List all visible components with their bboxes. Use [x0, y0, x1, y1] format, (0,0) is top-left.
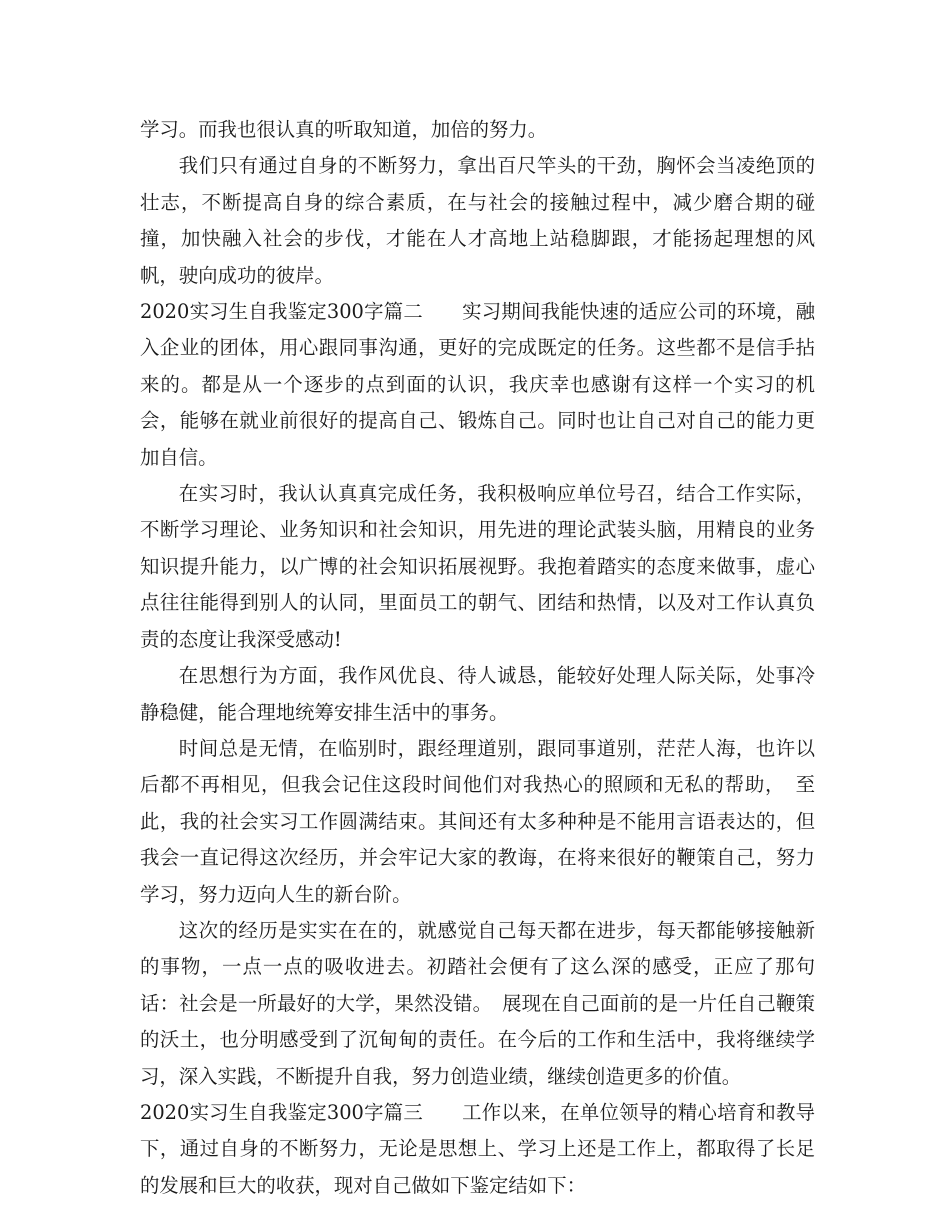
paragraph-4: 在实习时，我认认真真完成任务，我积极响应单位号召，结合工作实际，不断学习理论、业务知识和社会知识，用先进的理论武装头脑，用精良的业务知识提升能力，以广博的社会知识拓展视野。我抱着踏实的态度来做事，虚心点往往能得到别人的认同，里面员工的朝气、团结和热情，以及对工作认真负责的态度让我深受感动!: [140, 482, 815, 651]
paragraph-1: 学习。而我也很认真的听取知道，加倍的努力。: [140, 118, 548, 141]
document-body: [140, 112, 815, 1204]
paragraph-7: 这次的经历是实实在在的，就感觉自己每天都在进步，每天都能够接触新的事物，一点一点的吸收进去。初踏社会便有了这么深的感受，正应了那句话：社会是一所最好的大学，果然没错。 展现在自己面前的是一片任自己鞭策的沃土，也分明感受到了沉甸甸的责任。在今后的工作和生活中，我将继续学习，深入实践，不断提升自我，努力创造业绩，继续创造更多的价值。: [140, 918, 815, 1088]
paragraph-5: 在思想行为方面，我作风优良、待人诚恳，能较好处理人际关际，处事冷静稳健，能合理地统筹安排生活中的事务。: [140, 664, 815, 724]
paragraph-3-section-heading-2: 2020实习生自我鉴定300字篇二 实习期间我能快速的适应公司的环境，融入企业的团体，用心跟同事沟通，更好的完成既定的任务。这些都不是信手拈来的。都是从一个逐步的点到面的认识，我庆幸也感谢有这样一个实习的机会，能够在就业前很好的提高自己、锻炼自己。同时也让自己对自己的能力更加自信。: [140, 300, 815, 469]
paragraph-8-section-heading-3: 2020实习生自我鉴定300字篇三 工作以来，在单位领导的精心培育和教导下，通过自身的不断努力，无论是思想上、学习上还是工作上，都取得了长足的发展和巨大的收获，现对自己做如下鉴定结如下：: [140, 1100, 815, 1197]
paragraph-2: 我们只有通过自身的不断努力，拿出百尺竿头的干劲，胸怀会当凌绝顶的壮志，不断提高自身的综合素质，在与社会的接触过程中，减少磨合期的碰撞，加快融入社会的步伐，才能在人才高地上站稳脚跟，才能扬起理想的风帆，驶向成功的彼岸。: [140, 154, 815, 287]
paragraph-6: 时间总是无情，在临别时，跟经理道别，跟同事道别，茫茫人海，也许以后都不再相见，但我会记住这段时间他们对我热心的照顾和无私的帮助， 至此，我的社会实习工作圆满结束。其间还有太多种种是不能用言语表达的，但我会一直记得这次经历，并会牢记大家的教诲，在将来很好的鞭策自己，努力学习，努力迈向人生的新台阶。: [140, 736, 815, 906]
